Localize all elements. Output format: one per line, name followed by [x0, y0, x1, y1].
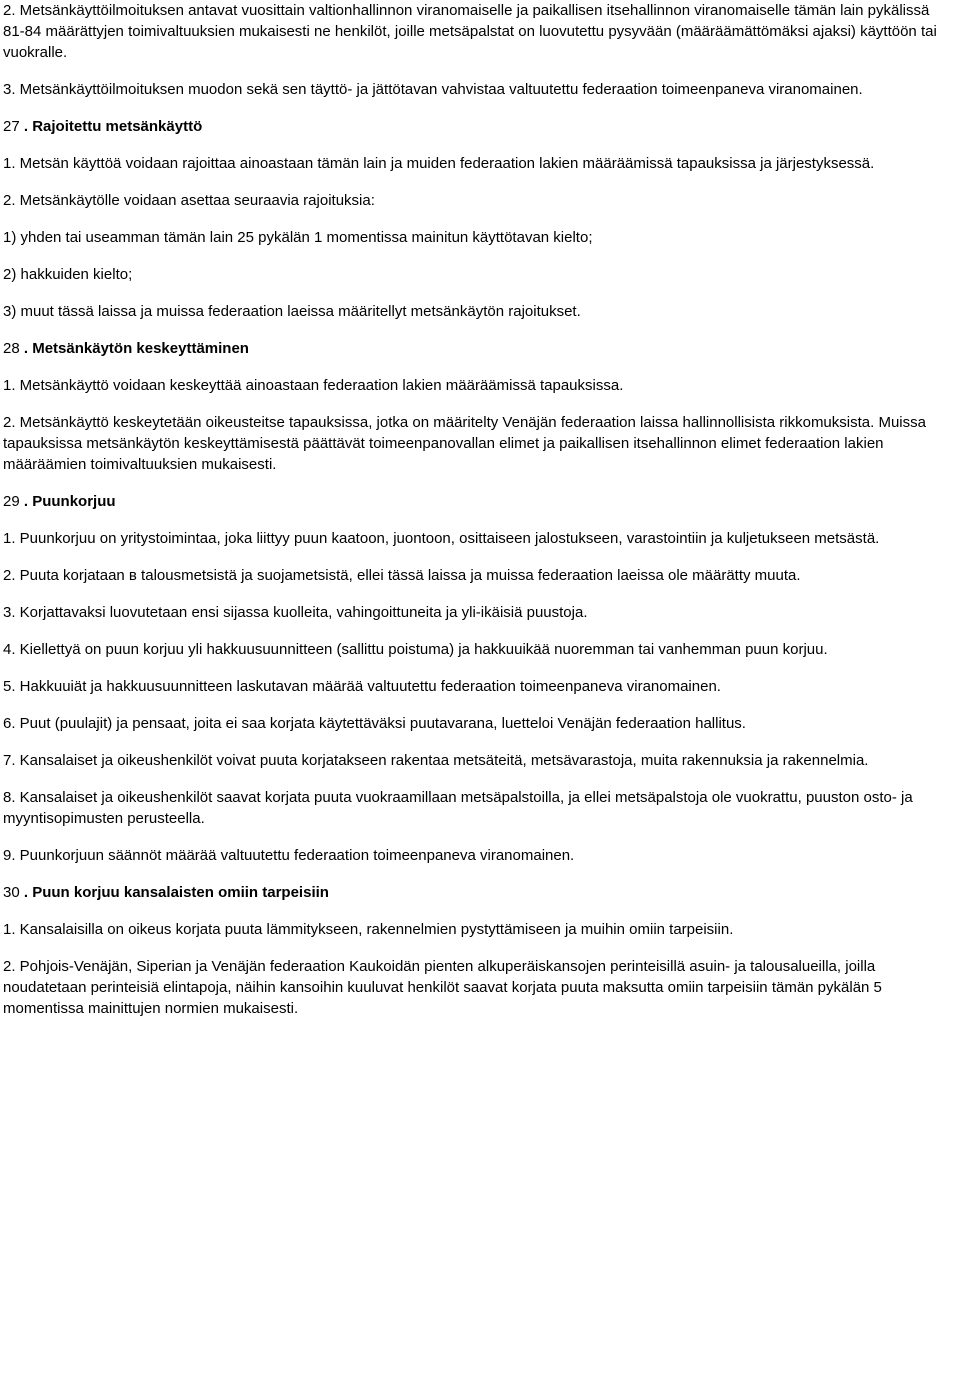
- list-item-restriction-1: 1) yhden tai useamman tämän lain 25 pykälän 1 momentissa mainitun käyttötavan kielto;: [3, 229, 593, 246]
- section-dot: .: [23, 340, 29, 357]
- section-number: 27: [3, 118, 24, 135]
- paragraph-article29-item9: 9. Puunkorjuun säännöt määrää valtuutettu federaation toimeenpaneva viranomainen.: [3, 847, 575, 864]
- paragraph-article29-item6: 6. Puut (puulajit) ja pensaat, joita ei saa korjata käytettäväksi puutavarana, luetteloi Venäjän federaation hallitus.: [3, 715, 746, 732]
- section-title: Rajoitettu metsänkäyttö: [32, 118, 203, 135]
- paragraph-article29-item4: 4. Kiellettyä on puun korjuu yli hakkuusuunnitteen (sallittu poistuma) ja hakkuuikää nuoremman tai vanhemman puun korjuu.: [3, 641, 828, 658]
- paragraph-article29-item7: 7. Kansalaiset ja oikeushenkilöt voivat puuta korjatakseen rakentaa metsäteitä, metsävarastoja, muita rakennuksia ja rakennelmia.: [3, 752, 869, 769]
- section-title: Puunkorjuu: [32, 493, 116, 510]
- section-dot: .: [23, 118, 29, 135]
- section-title: Metsänkäytön keskeyttäminen: [32, 340, 249, 357]
- paragraph-article30-item2: 2. Pohjois-Venäjän, Siperian ja Venäjän federaation Kaukoidän pienten alkuperäiskansojen perinteisillä asuin- ja talousalueilla, joilla noudatetaan perinteisiä elintapoja, näihin kansoihin kuuluvat henkilöt saavat korjata puuta maksutta omiin tarpeisiin tämän pykälän 5 momentissa mainittujen normien mukaisesti.: [3, 958, 882, 1017]
- section-dot: .: [23, 884, 29, 901]
- section-heading-28: [3, 338, 955, 359]
- paragraph-article27-item1: 1. Metsän käyttöä voidaan rajoittaa ainoastaan tämän lain ja muiden federaation lakien määräämissä tapauksissa ja järjestyksessä.: [3, 155, 875, 172]
- paragraph-article30-item1: 1. Kansalaisilla on oikeus korjata puuta lämmitykseen, rakennelmien pystyttämiseen ja muihin omiin tarpeisiin.: [3, 921, 734, 938]
- section-dot: .: [23, 493, 29, 510]
- paragraph-article29-item3: 3. Korjattavaksi luovutetaan ensi sijassa kuolleita, vahingoittuneita ja yli-ikäisiä puustoja.: [3, 604, 588, 621]
- paragraph-article28-item1: 1. Metsänkäyttö voidaan keskeyttää ainoastaan federaation lakien määräämissä tapauksissa.: [3, 377, 624, 394]
- document-page: [3, 0, 955, 1019]
- paragraph-article26-item3: 3. Metsänkäyttöilmoituksen muodon sekä sen täyttö- ja jättötavan vahvistaa valtuutettu federaation toimeenpaneva viranomainen.: [3, 81, 863, 98]
- section-title: Puun korjuu kansalaisten omiin tarpeisiin: [32, 884, 329, 901]
- section-number: 28: [3, 340, 24, 357]
- paragraph-article29-item8: 8. Kansalaiset ja oikeushenkilöt saavat korjata puuta vuokraamillaan metsäpalstoilla, ja ellei metsäpalstoja ole vuokrattu, puuston osto- ja myyntisopimusten perusteella.: [3, 789, 913, 827]
- paragraph-article29-item5: 5. Hakkuuiät ja hakkuusuunnitteen laskutavan määrää valtuutettu federaation toimeenpaneva viranomainen.: [3, 678, 721, 695]
- section-heading-30: [3, 882, 955, 903]
- paragraph-article29-item1: 1. Puunkorjuu on yritystoimintaa, joka liittyy puun kaatoon, juontoon, osittaiseen jalostukseen, varastointiin ja kuljetukseen metsästä.: [3, 530, 880, 547]
- paragraph-article26-item2: 2. Metsänkäyttöilmoituksen antavat vuosittain valtionhallinnon viranomaiselle ja paikallisen itsehallinnon viranomaiselle tämän lain pykälissä 81-84 määrättyjen toimivaltuuksien mukaisesti ne henkilöt, joille metsäpalstat on luovutettu pysyvään (määräämättömäksi ajaksi) käyttöön tai vuokralle.: [3, 2, 937, 61]
- list-item-restriction-3: 3) muut tässä laissa ja muissa federaation laeissa määritellyt metsänkäytön rajoitukset.: [3, 303, 581, 320]
- section-heading-27: [3, 116, 955, 137]
- paragraph-article28-item2: 2. Metsänkäyttö keskeytetään oikeusteitse tapauksissa, jotka on määritelty Venäjän federaation laissa hallinnollisista rikkomuksista. Muissa tapauksissa metsänkäytön keskeyttämisestä päättävät toimeenpanovallan elimet ja paikallisen itsehallinnon elimet federaation lakien määräämien toimivaltuuksien mukaisesti.: [3, 414, 926, 473]
- section-heading-29: [3, 491, 955, 512]
- paragraph-article27-item2: 2. Metsänkäytölle voidaan asettaa seuraavia rajoituksia:: [3, 192, 375, 209]
- section-number: 30: [3, 884, 24, 901]
- list-item-restriction-2: 2) hakkuiden kielto;: [3, 266, 133, 283]
- section-number: 29: [3, 493, 24, 510]
- paragraph-article29-item2: 2. Puuta korjataan в talousmetsistä ja suojametsistä, ellei tässä laissa ja muissa federaation laeissa ole määrätty muuta.: [3, 567, 801, 584]
